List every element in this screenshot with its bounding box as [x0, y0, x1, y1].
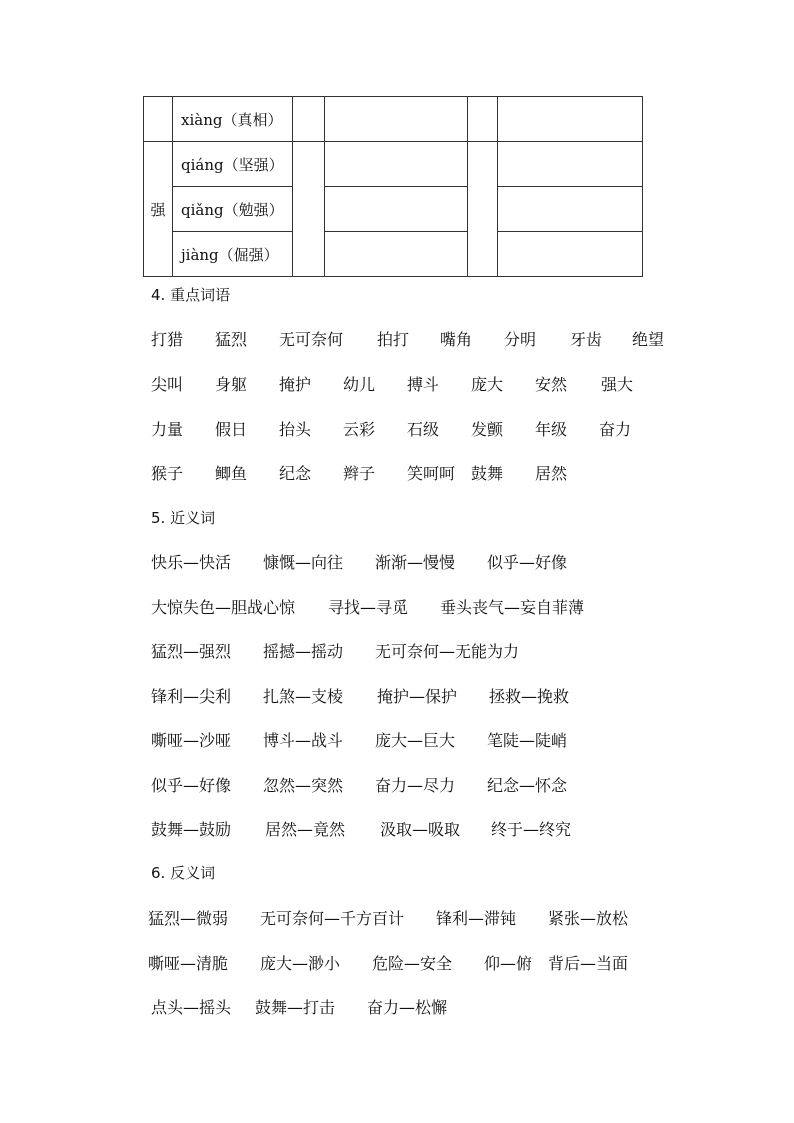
word-pair: 扎煞—支棱 [263, 687, 344, 706]
word-item: 安然 [535, 375, 568, 394]
word-pair: 紧张—放松 [548, 909, 629, 928]
word-pair: 猛烈—微弱 [148, 909, 229, 928]
word-pair: 垂头丧气—妄自菲薄 [440, 598, 585, 617]
word-pair: 慷慨—向往 [263, 553, 344, 572]
word-pair: 猛烈—强烈 [151, 642, 232, 661]
word-item: 分明 [504, 330, 537, 349]
word-blank-cell [325, 232, 468, 277]
word-blank-cell [325, 97, 468, 142]
word-item: 绝望 [632, 330, 665, 349]
word-pair: 奋力—尽力 [375, 776, 456, 795]
pinyin-cell: qiáng（坚强） [173, 142, 293, 187]
word-pair: 博斗—战斗 [263, 731, 344, 750]
word-item: 奋力 [599, 420, 632, 439]
word-pair: 鼓舞—鼓励 [151, 820, 232, 839]
pinyin-cell: jiàng（倔强） [173, 232, 293, 277]
word-pair: 拯救—挽救 [489, 687, 570, 706]
word-item: 力量 [151, 420, 184, 439]
blank-cell [468, 97, 498, 142]
word-item: 身躯 [215, 375, 248, 394]
pinyin-cell: xiàng（真相） [173, 97, 293, 142]
word-item: 抬头 [279, 420, 312, 439]
word-pair: 点头—摇头 [151, 998, 232, 1017]
word-item: 幼儿 [343, 375, 376, 394]
word-item: 拍打 [377, 330, 410, 349]
section-heading-antonyms: 6. 反义词 [151, 864, 216, 882]
word-pair: 居然—竟然 [265, 820, 346, 839]
table-row [144, 97, 643, 142]
word-pair: 纪念—怀念 [487, 776, 568, 795]
word-item: 年级 [535, 420, 568, 439]
blank-cell [468, 142, 498, 277]
word-pair: 庞大—巨大 [375, 731, 456, 750]
pronunciation-table [143, 96, 643, 277]
table-row [144, 142, 643, 187]
word-pair: 似乎—好像 [487, 553, 568, 572]
word-pair: 渐渐—慢慢 [375, 553, 456, 572]
word-pair: 无可奈何—无能为力 [375, 642, 520, 661]
word-pair: 摇撼—摇动 [263, 642, 344, 661]
word-item: 纪念 [279, 464, 312, 483]
blank-cell [293, 142, 325, 277]
word-item: 假日 [215, 420, 248, 439]
word-pair: 仰—俯 [484, 954, 533, 973]
word-pair: 寻找—寻觅 [328, 598, 409, 617]
word-blank-cell [498, 97, 643, 142]
character-cell [144, 97, 173, 142]
word-item: 搏斗 [407, 375, 440, 394]
word-blank-cell [325, 187, 468, 232]
pinyin-cell: qiǎng（勉强） [173, 187, 293, 232]
word-pair: 笔陡—陡峭 [487, 731, 568, 750]
blank-cell [293, 97, 325, 142]
word-pair: 掩护—保护 [377, 687, 458, 706]
word-item: 无可奈何 [279, 330, 344, 349]
word-pair: 大惊失色—胆战心惊 [151, 598, 296, 617]
word-item: 猴子 [151, 464, 184, 483]
word-pair: 无可奈何—千方百计 [260, 909, 405, 928]
word-blank-cell [325, 142, 468, 187]
word-item: 鼓舞 [471, 464, 504, 483]
word-item: 辫子 [343, 464, 376, 483]
word-pair: 奋力—松懈 [367, 998, 448, 1017]
word-item: 牙齿 [570, 330, 603, 349]
word-item: 发颤 [471, 420, 504, 439]
word-pair: 锋利—尖利 [151, 687, 232, 706]
word-blank-cell [498, 142, 643, 187]
word-item: 猛烈 [215, 330, 248, 349]
word-pair: 忽然—突然 [263, 776, 344, 795]
word-item: 居然 [535, 464, 568, 483]
word-pair: 嘶哑—沙哑 [151, 731, 232, 750]
word-pair: 锋利—滞钝 [436, 909, 517, 928]
section-heading-synonyms: 5. 近义词 [151, 509, 216, 527]
word-blank-cell [498, 232, 643, 277]
word-pair: 似乎—好像 [151, 776, 232, 795]
word-item: 尖叫 [151, 375, 184, 394]
word-item: 强大 [601, 375, 634, 394]
table-row [144, 187, 643, 232]
word-item: 鲫鱼 [215, 464, 248, 483]
word-item: 掩护 [279, 375, 312, 394]
section-heading-key-words: 4. 重点词语 [151, 286, 231, 304]
word-pair: 危险—安全 [372, 954, 453, 973]
character-cell: 强 [144, 142, 173, 277]
word-pair: 汲取—吸取 [380, 820, 461, 839]
word-pair: 快乐—快活 [151, 553, 232, 572]
word-pair: 终于—终究 [491, 820, 572, 839]
word-item: 笑呵呵 [407, 464, 456, 483]
word-pair: 背后—当面 [548, 954, 629, 973]
word-pair: 鼓舞—打击 [255, 998, 336, 1017]
word-item: 打猎 [151, 330, 184, 349]
word-pair: 庞大—渺小 [260, 954, 341, 973]
word-item: 嘴角 [440, 330, 473, 349]
word-item: 石级 [407, 420, 440, 439]
word-item: 云彩 [343, 420, 376, 439]
word-pair: 嘶哑—清脆 [148, 954, 229, 973]
word-item: 庞大 [471, 375, 504, 394]
table-row [144, 232, 643, 277]
word-blank-cell [498, 187, 643, 232]
